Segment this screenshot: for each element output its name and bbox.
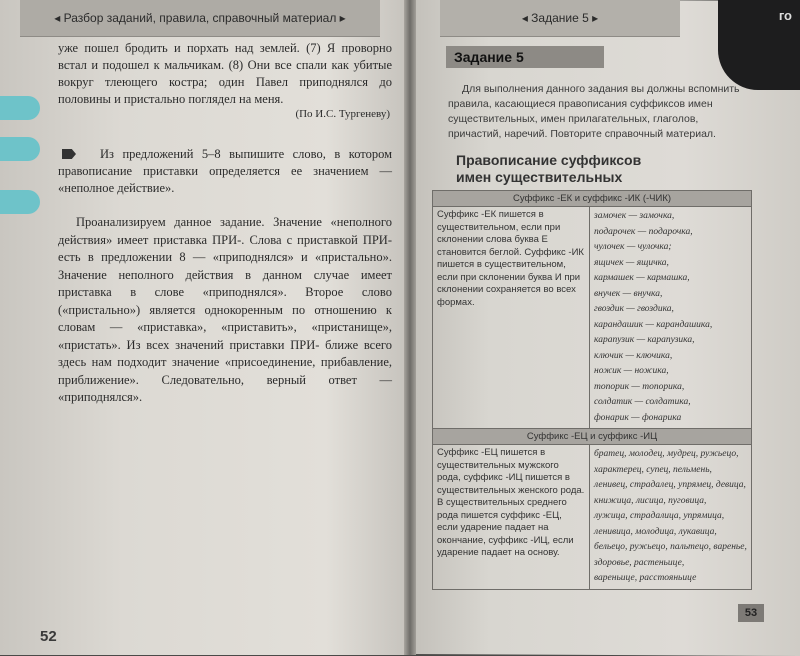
example-line: карапузик — карапузика, <box>594 335 695 345</box>
page-number-left: 52 <box>40 628 57 645</box>
example-line: замочек — замочка, <box>594 211 675 221</box>
example-line: карандашик — карандашика, <box>594 319 713 330</box>
task-intro: Для выполнения данного задания вы должны вспомнить правила, касающиеся правописания суффиксов имен существительных, имен прилагательных, глаголов, причастий, наречий. Повторите справочный материал. <box>448 83 740 140</box>
left-page-header: ◂ Разбор заданий, правила, справочный материал ▸ <box>20 0 380 37</box>
example-line: внучек — внучка, <box>594 288 663 299</box>
example-line: ленивец, страдалец, упрямец, девица, книжица, лисица, пуговица, <box>594 480 746 506</box>
example-line: вареньице, расстояньице <box>594 573 697 583</box>
right-page-header: ◂ Задание 5 ▸ <box>440 0 680 37</box>
example-line: фонарик — фонарика <box>594 412 682 423</box>
table2-rule: Суффикс -ЕЦ пишется в существительных мужского рода, суффикс -ИЦ пишется в существительных женского рода. В существительных среднего рода пишется суффикс -ЕЦ, если ударение падает на окончание, суффикс -ИЦ, если ударение падает на основу. <box>433 445 590 590</box>
table1-header: Суффикс -ЕК и суффикс -ИК (-ЧИК) <box>433 191 752 207</box>
example-line: солдатик — солдатика, <box>594 397 691 407</box>
example-line: кармашек — кармашка, <box>594 273 690 283</box>
example-line: ножик — ножика, <box>594 366 669 376</box>
example-line: лужица, страдалица, упрямица, <box>594 511 725 521</box>
example-line: подарочек — подарочка, <box>594 226 693 237</box>
example-line: ящичек — ящичка, <box>594 257 669 268</box>
example-line: братец, молодец, мудрец, ружьецо, характерец, супец, пельмень, <box>594 449 739 475</box>
corner-text: го <box>778 8 792 23</box>
example-line: ключик — ключика, <box>594 350 673 361</box>
table1-examples <box>590 207 752 429</box>
table1-rule: Суффикс -ЕК пишется в существительном, если при склонении слова буква Е становится беглой. Суффикс -ИК пишется в существительном, если при склонении буква И при склонении сохраняется во всех формах. <box>433 207 590 429</box>
task-title: Задание 5 <box>446 46 604 68</box>
book-gutter <box>404 0 416 655</box>
example-line: чулочек — чулочка; <box>594 242 672 252</box>
task-statement: Из предложений 5–8 выпишите слово, в котором правописание приставки определяется ее значением — «неполное действие». <box>58 147 392 195</box>
example-line: ленивица, молодица, лукавица, <box>594 526 717 537</box>
example-line: топорик — топорика, <box>594 381 685 392</box>
section-title <box>456 152 641 186</box>
example-line: бельецо, ружьецо, пальтецо, варенье, здоровье, растеньице, <box>594 542 747 568</box>
section-title-line: имен существительных <box>456 169 623 185</box>
table2-header: Суффикс -ЕЦ и суффикс -ИЦ <box>433 429 752 445</box>
bookmark-clip <box>0 137 40 161</box>
source-citation: (По И.С. Тургеневу) <box>295 108 390 120</box>
story-excerpt: уже пошел бродить и порхать над землей. (7) Я проворно встал и подошел к мальчикам. (8) Они все спали как убитые вокруг тлеющего костра; один Павел приподнялся до половины и пристально поглядел на меня. <box>58 41 392 106</box>
suffix-rules-table <box>432 190 752 590</box>
bookmark-clip <box>0 96 40 120</box>
section-title-line: Правописание суффиксов <box>456 152 642 168</box>
dark-object-corner <box>718 0 800 90</box>
task-analysis: Проанализируем данное задание. Значение «неполного действия» имеет приставка ПРИ-. Слова с приставкой ПРИ- есть в предложении 8 — «приподнялся» и «пристально». Значение неполного действия в данном случае имеет приставка в слове «приподнялся». Второе слово («пристально») является однокоренным по отношению к словам — «приставка», «приставить», «пристанище», «пристать». Из всех значений приставки ПРИ- ближе всего здесь нам подходит значение «присоединение, прибавление, приближение». Следовательно, верный ответ — «приподнялся». <box>58 215 392 404</box>
example-line: гвоздик — гвоздика, <box>594 304 674 314</box>
bookmark-clip <box>0 190 40 214</box>
table2-examples <box>590 445 752 590</box>
page-number-right: 53 <box>738 604 764 622</box>
